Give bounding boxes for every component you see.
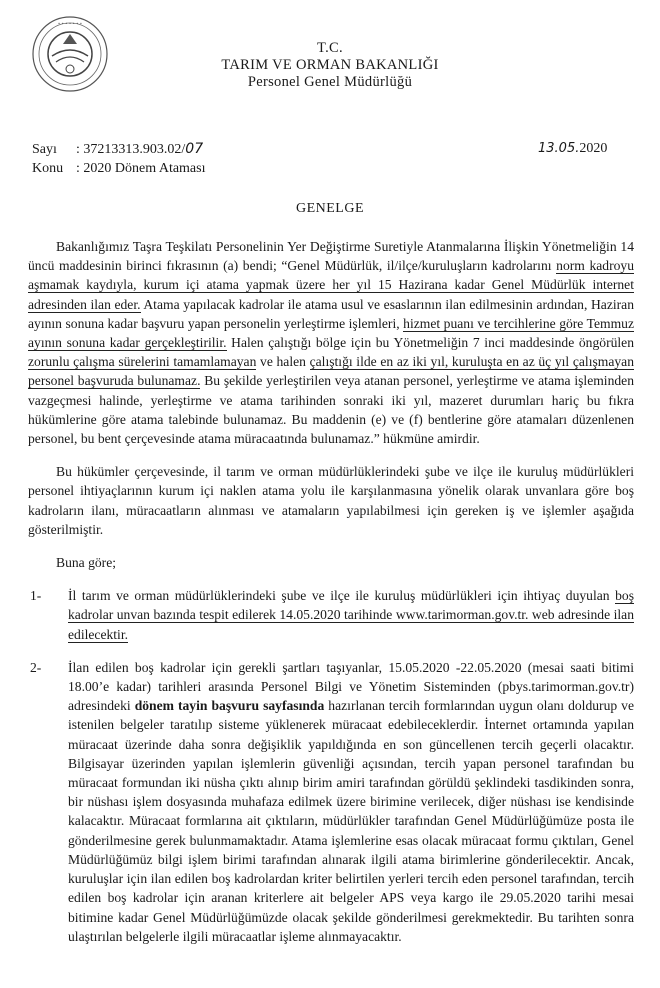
paragraph-regulation — [28, 237, 634, 448]
list-item-1-number: 1- — [30, 588, 42, 604]
item2-bold: dönem tayin başvuru sayfasında — [134, 698, 325, 714]
sayi-value: : 37213313.903.02/ — [76, 142, 186, 157]
para1-text-2: Atama yapılacak kadrolar ile atama usul ve esaslarının ilan edilmesinin ardından, Haziran ayının sonuna kadar başvuru yapan personelin yerleştirme işlemleri, — [28, 296, 634, 331]
buna-gore: Buna göre; — [56, 555, 117, 571]
document-meta — [32, 140, 206, 178]
item1-text: İl tarım ve orman müdürlüklerindeki şube ve ilçe ile kuruluş müdürlükleri için ihtiyaç duyulan — [68, 588, 616, 604]
para1-underlined-3: zorunlu çalışma sürelerini tamamlamayan — [28, 354, 257, 370]
list-item-1 — [28, 586, 634, 644]
para1-text-3: Halen çalıştığı bölge için bu Yönetmeliğin 7 inci maddesinde öngörülen — [226, 335, 635, 351]
item1-underlined: boş kadrolar unvan bazında tespit edilerek 14.05.2020 tarihinde www.tarimorman.gov.tr. web adresinde ilan edilecektir. — [68, 588, 634, 642]
list-item-2-number: 2- — [30, 659, 42, 675]
konu-value: : 2020 Dönem Ataması — [76, 161, 206, 176]
header-ministry: TARIM VE ORMAN BAKANLIĞI — [221, 57, 439, 73]
svg-text:• • • • • • •: • • • • • • • — [57, 21, 83, 26]
konu-label: Konu — [32, 161, 64, 176]
document-title: GENELGE — [295, 201, 365, 216]
list-item-2 — [28, 658, 634, 946]
letterhead — [0, 40, 660, 91]
document-body — [28, 237, 634, 946]
para1-underlined-1: norm kadroyu aşmamak kaydıyla, kurum içi atama yapmak üzere her yıl 15 Hazirana kadar Genel Müdürlük internet adresinden ilan eder. — [28, 258, 634, 312]
header-tc: T.C. — [317, 40, 343, 56]
item2-text-2: hazırlanan tercih formlarından uygun olanı doldurup ve istenilen belgeler taratılıp sisteme yüklenerek müracaat edebileceklerdir. İnternet ortamında yapılan müracaat üzerinde daha sonra değişiklik yapıldığında en son güncellenen tercih geçerli olacaktır. Bilgisayar üzerinden yapılan işlemlerin güvenliği açısından, tercih yapan personel tarafından bu müracaat formundan iki nüsha çıktı alınıp birim amiri tarafından görüldü şeklindeki tasdikinden sonra, bir nüshası işlem dosyasında muhafaza edilmek üzere birimine verilecek, diğer nüshası ise kendisinde kalacaktır. Müracaat formlarına ait çıktıların, müdürlükler tarafından Genel Müdürlüğümüze posta ile gönderilmesine gerek bulunmamaktadır. Atama işlemlerine esas olacak müracaat formu çıktıları, Genel Müdürlüğümüz bilgi işlem birimi tarafından alınarak ilgili atama birimlerine gönderilecektir. Ancak, kuruluşlar için ilan edilen boş kadrolardan kriter belirtilen yerleri tercih eden personel tarafından, tercih edilen boş kadrolar için aranan kriterlere ait belgeler APS veya kargo ile 29.05.2020 tarihi mesai bitimine kadar Genel Müdürlüğümüzde olacak şekilde gönderilmesi gerekmektedir. Bu tarihten sonra ulaştırılan belgelerle ilgili müracaatlar işleme alınmayacaktır. — [68, 698, 635, 944]
document-date — [538, 141, 607, 157]
date-handwritten: 13.05. — [538, 141, 580, 156]
sayi-handwritten: 07 — [185, 141, 204, 157]
para1-text-4: ve halen — [256, 354, 310, 370]
para1-underlined-2: hizmet puanı ve tercihlerine göre Temmuz ayının sonuna kadar gerçekleştirilir. — [28, 315, 634, 351]
konu-row — [32, 159, 206, 178]
para1-underlined-4: çalıştığı ilde en az iki yıl, kuruluşta en az üç yıl çalışmayan personel başvuruda bulunamaz. — [28, 354, 635, 389]
item2-text-1: İlan edilen boş kadrolar için gerekli şartları taşıyanlar, 15.05.2020 -22.05.2020 (mesai saati bitimi 18.00’e kadar) tarihleri arasında Personel Bilgi ve Yönetim Sisteminden (pbys.tarimorman.gov.tr) adresindeki — [68, 659, 634, 714]
date-year: 2020 — [579, 141, 608, 156]
para1-text-1: Bakanlığımız Taşra Teşkilatı Personelinin Yer Değiştirme Suretiyle Atanmalarına İlişkin Yönetmeliğin 14 üncü maddesinin birinci fıkrasının (a) bendi; “Genel Müdürlük, il/ilçe/kuruluşların kadrolarını — [28, 239, 634, 274]
sayi-row — [32, 140, 206, 159]
paragraph-scope: Bu hükümler çerçevesinde, il tarım ve orman müdürlüklerindeki şube ve ilçe ile kuruluş müdürlükleri personel ihtiyaçlarının kurum içi naklen atama yolu ile karşılanmasına yönelik olarak unvanlara göre boş kadroların ilanı, müracaatların alınması ve atamaların yapılabilmesi için gereken iş ve işlemler aşağıda gösterilmiştir. — [28, 464, 634, 537]
para1-text-5: Bu şekilde yerleştirilen veya atanan personel, yerleştirme ve atama işleminden vazgeçmesi halinde, yerleştirme ve atama tarihinden sonraki iki yıl, mazeret durumları hariç bu fıkra hükümlerine göre atama talebinde bulunamaz. Bu maddenin (e) ve (f) bentlerine göre atamaları düzenlenen personel, bu bent çerçevesinde atama müracaatında bulunamaz.” hükmüne amirdir. — [28, 373, 635, 447]
header-department: Personel Genel Müdürlüğü — [247, 74, 413, 90]
sayi-label: Sayı — [32, 142, 57, 157]
